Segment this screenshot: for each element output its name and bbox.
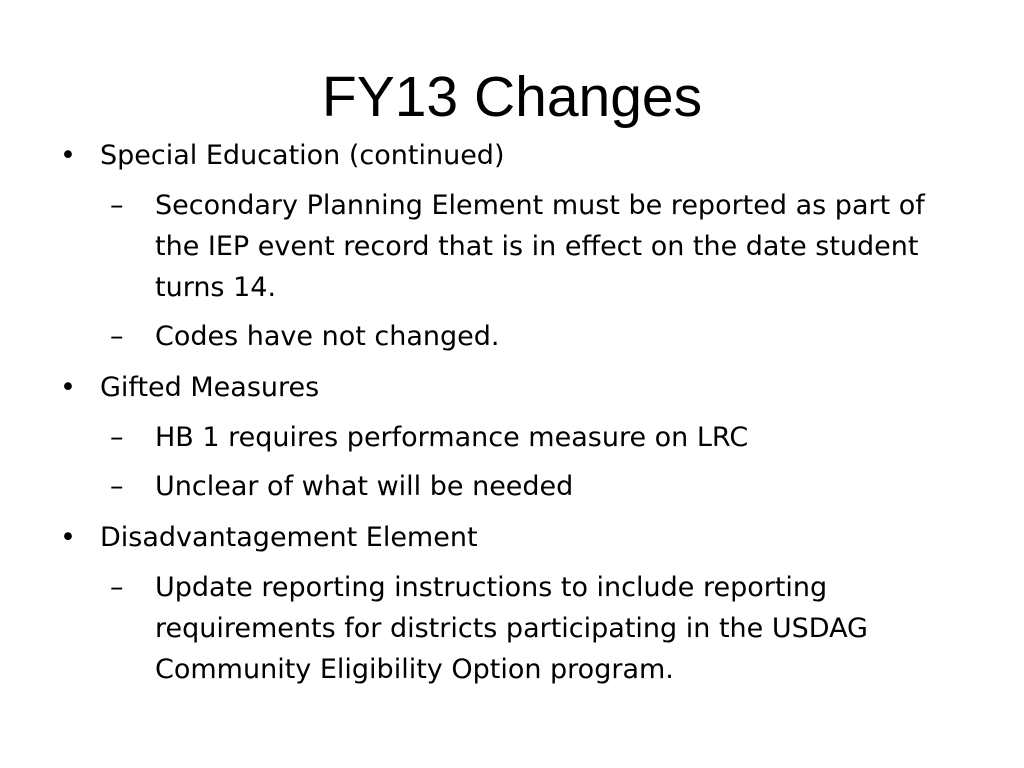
- dash-icon: –: [110, 190, 124, 221]
- sub-item-text: Unclear of what will be needed: [155, 471, 574, 502]
- dash-icon: –: [110, 422, 124, 453]
- sub-item: [110, 316, 970, 357]
- sub-list: [100, 567, 970, 690]
- sub-item: [110, 185, 970, 308]
- dash-icon: –: [110, 321, 124, 352]
- bullet-text: Disadvantagement Element: [100, 522, 478, 553]
- sub-item-text: Codes have not changed.: [155, 321, 500, 352]
- sub-item: [110, 466, 970, 507]
- bullet-text: Special Education (continued): [100, 140, 505, 171]
- sub-list: [100, 417, 970, 507]
- sub-item-text: HB 1 requires performance measure on LRC: [155, 422, 749, 453]
- bullet-item-gifted-measures: [60, 370, 970, 507]
- dash-icon: –: [110, 471, 124, 502]
- sub-list: [100, 185, 970, 357]
- sub-item: [110, 417, 970, 458]
- bullet-icon: •: [60, 372, 76, 403]
- bullet-text: Gifted Measures: [100, 372, 320, 403]
- bullet-item-disadvantagement: [60, 520, 970, 690]
- bullet-list: [60, 138, 970, 703]
- sub-item: [110, 567, 970, 690]
- slide-title: FY13 Changes: [321, 65, 703, 129]
- sub-item-text: Secondary Planning Element must be reported as part of the IEP event record that is in effect on the date student turns 14.: [155, 190, 925, 303]
- sub-item-text: Update reporting instructions to include reporting requirements for districts participating in the USDAG Community Eligibility Option program.: [155, 572, 868, 685]
- bullet-icon: •: [60, 140, 76, 171]
- dash-icon: –: [110, 572, 124, 603]
- bullet-icon: •: [60, 522, 76, 553]
- bullet-item-special-education: [60, 138, 970, 357]
